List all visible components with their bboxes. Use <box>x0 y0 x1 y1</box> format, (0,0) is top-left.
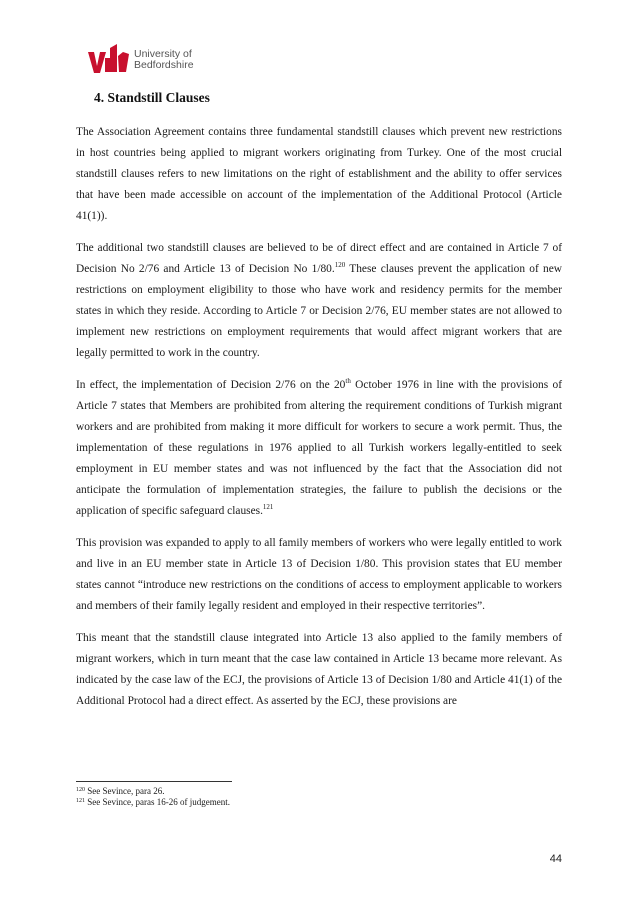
footnotes <box>76 781 562 808</box>
page-number: 44 <box>549 853 562 865</box>
paragraph-4: This provision was expanded to apply to all family members of workers who were legally entitled to work and live in an EU member state in Article 13 of Decision 1/80. This provision states that EU member states cannot “introduce new restrictions on the conditions of access to employment applicable to workers and members of their family legally resident and employed in their respective territories”. <box>76 537 562 612</box>
paragraph-1: The Association Agreement contains three fundamental standstill clauses which prevent new restrictions in host countries being applied to migrant workers originating from Turkey. One of the most crucial standstill clauses refers to new limitations on the right of establishment and the ability to offer services that have been made accessible on account of the implementation of the Additional Protocol (Article 41(1)). <box>76 126 562 222</box>
footnote-divider <box>76 781 232 782</box>
footnote-120 <box>76 786 562 797</box>
footnote-number: 120 <box>76 787 85 793</box>
ordinal-suffix: th <box>345 377 351 385</box>
paragraph-2 <box>76 238 562 364</box>
paragraph-3-part-2: October 1976 in line with the provisions of Article 7 states that Members are prohibited from altering the requirement conditions of Turkish migrant workers and are prohibited from making it more difficult for workers to secure a work permit. Thus, the implementation of these regulations in 1976 applied to all Turkish workers legally-entitled to seek employment in EU member states and was not influenced by the fact that the Association did not anticipate the formulation of implementation strategies, the failure to publish the decisions or the application of specific safeguard clauses. <box>76 379 563 517</box>
footnote-ref-120[interactable]: 120 <box>334 261 346 269</box>
footnote-ref-121[interactable]: 121 <box>262 503 274 511</box>
university-logo <box>86 42 246 82</box>
section-heading: 4. Standstill Clauses <box>94 90 210 105</box>
university-name <box>134 49 194 71</box>
paragraph-2-part-2: These clauses prevent the application of new restrictions on employment eligibility to those who have work and residency permits for the member states in which they reside. According to Article 7 or Decision 2/76, EU member states are not allowed to implement new restrictions on employment requirements that would affect migrant workers that are legally permitted to work in the country. <box>76 263 562 359</box>
university-name-line1: University of <box>134 48 192 60</box>
body-text <box>76 122 562 723</box>
university-name-line2: Bedfordshire <box>134 59 194 71</box>
footnote-number: 121 <box>76 798 85 804</box>
footnote-text: See Sevince, para 26. <box>85 786 165 796</box>
footnote-121 <box>76 797 562 808</box>
paragraph-5: This meant that the standstill clause integrated into Article 13 also applied to the family members of migrant workers, which in turn meant that the case law contained in Article 13 became more relevant. As indicated by the case law of the ECJ, the provisions of Article 13 of Decision 1/80 and Article 41(1) of the Additional Protocol had a direct effect. As asserted by the ECJ, these provisions are <box>76 632 562 707</box>
footnote-text: See Sevince, paras 16-26 of judgement. <box>85 797 230 807</box>
paragraph-2-part-1: The additional two standstill clauses are believed to be of direct effect and are contained in Article 7 of Decision No 2/76 and Article 13 of Decision No 1/80. <box>76 242 562 275</box>
bedfordshire-logo-mark-icon <box>86 42 130 76</box>
paragraph-3-part-1: In effect, the implementation of Decision 2/76 on the 20 <box>76 379 346 391</box>
paragraph-3 <box>76 375 562 522</box>
